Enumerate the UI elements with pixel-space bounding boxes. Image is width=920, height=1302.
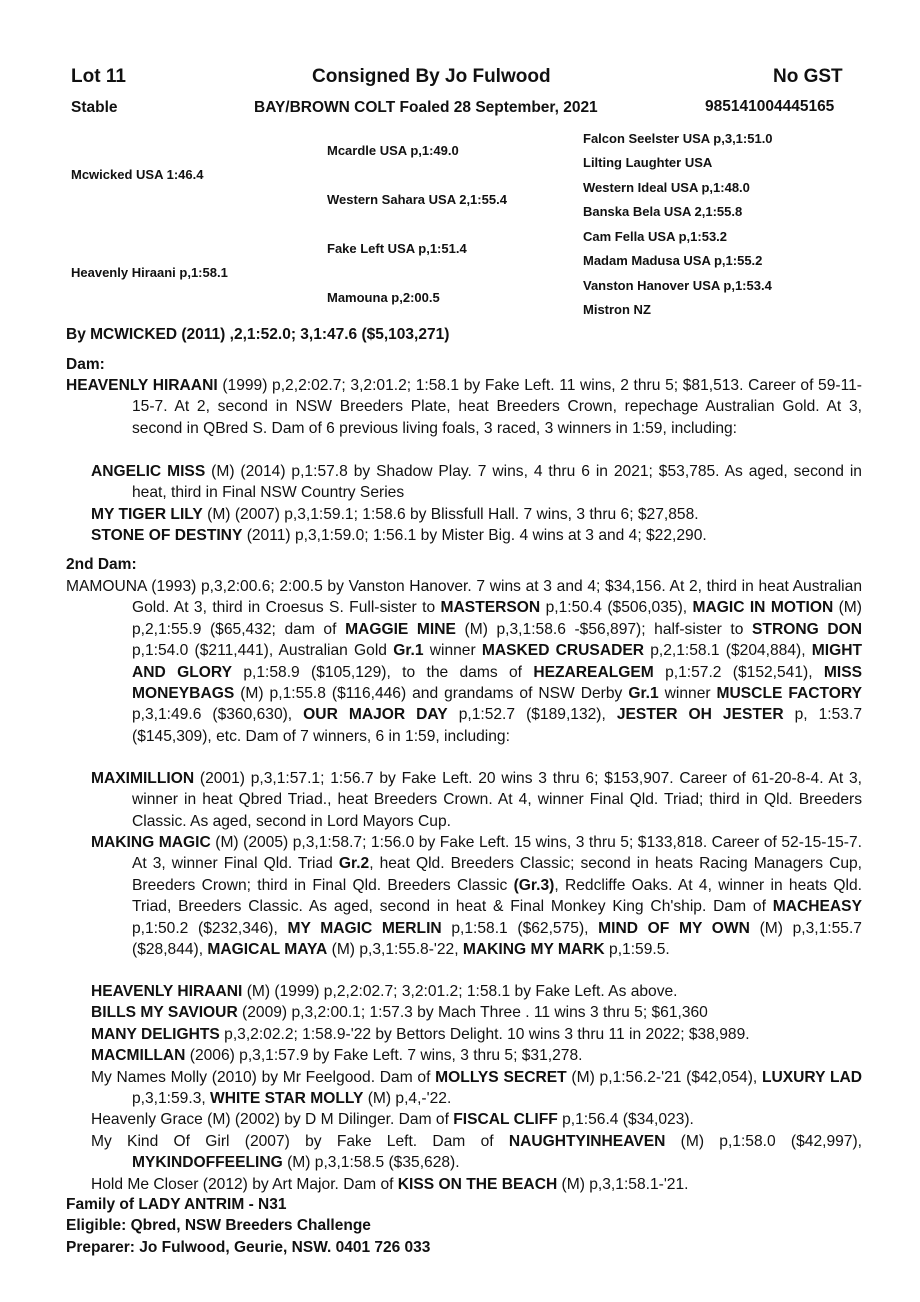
progeny-details: (2001) p,3,1:57.1; 1:56.7 by Fake Left. 20 wins 3 thru 6; $153,907. Career of 61-20-8-4. At 3, winner in heat Qbred Triad., heat Breeders Crown. At 4, winner Final Qld. Triad; third in Qld. Breeders Classic. As aged, second in Lord Mayors Cup.	[132, 770, 862, 830]
race-grade: Gr.1	[393, 642, 424, 660]
foal-entry	[91, 461, 862, 504]
text: , heat Qld. Breeders Classic; second in heats Racing Managers Cup, Breeders Crown; third in Final Qld. Breeders Classic	[132, 855, 863, 894]
relative-name: MIND OF MY OWN	[598, 919, 750, 937]
text: My Kind Of Girl (2007) by Fake Left. Dam of	[91, 1133, 509, 1150]
text: winner	[423, 642, 482, 660]
progeny-details: p,3,2:02.2; 1:58.9-'22 by Bettors Delight. 10 wins 3 thru 11 in 2022; $38,989.	[219, 1026, 750, 1043]
pedigree-dam-sire: Fake Left USA p,1:51.4	[327, 241, 467, 256]
consignor: Consigned By Jo Fulwood	[312, 66, 551, 87]
text: p,1:56.4 ($34,023).	[557, 1111, 694, 1128]
text: (M) p,3,1:58.1-'21.	[557, 1176, 689, 1193]
text: (M) p,3,1:58.5 ($35,628).	[282, 1154, 460, 1172]
progeny-entry	[91, 768, 862, 832]
progeny-name: MACMILLAN	[91, 1047, 186, 1064]
dam-heading: Dam:	[66, 356, 105, 373]
text: (M) p,1:55.8 ($116,446) and grandams of NSW Derby	[234, 685, 629, 703]
relative-name: MASKED CRUSADER	[481, 642, 645, 660]
text: My Names Molly (2010) by Mr Feelgood. Dam of	[91, 1069, 436, 1086]
relative-name: MOLLYS SECRET	[435, 1069, 567, 1086]
foal-name: MY TIGER LILY	[91, 506, 203, 523]
progeny-name: MANY DELIGHTS	[91, 1026, 220, 1043]
eligible-line	[66, 1217, 371, 1235]
text: (M) (2005) p,3,1:58.7; 1:56.0 by Fake Left. 15 wins, 3 thru 5; $133,818. Career of 52-15-15-7. At 3, winner Final Qld. Triad	[132, 834, 862, 873]
progeny-entry	[91, 1067, 862, 1110]
relative-name: FISCAL CLIFF	[453, 1111, 558, 1128]
relative-name: MACHEASY	[772, 898, 862, 916]
text: p,1:57.2 ($152,541),	[653, 663, 824, 681]
text: (M) p,3,1:55.8-'22,	[327, 941, 463, 959]
family-line: Family of LADY ANTRIM - N31	[66, 1196, 287, 1213]
race-grade: (Gr.3)	[513, 876, 555, 894]
foal-details: (M) (2007) p,3,1:59.1; 1:58.6 by Blissfull Hall. 7 wins, 3 thru 6; $27,858.	[207, 506, 699, 523]
pedigree-g1: Falcon Seelster USA p,3,1:51.0	[583, 131, 773, 146]
race-grade: Gr.1	[628, 685, 659, 703]
pedigree-g2: Lilting Laughter USA	[583, 155, 713, 170]
microchip-number: 985141004445165	[705, 98, 835, 115]
progeny-entry	[91, 1045, 862, 1066]
progeny-entry	[91, 1109, 862, 1130]
text: MAMOUNA (1993) p,3,2:00.6; 2:00.5 by Vanston Hanover. 7 wins at 3 and 4; $34,156. At 2, third in heat Australian Gold. At 3, third in Croesus S. Full-sister to	[66, 578, 862, 617]
progeny-entry	[91, 1002, 862, 1023]
text: (M) p,3,1:58.6 -$56,897); half-sister to	[455, 620, 753, 638]
text: p,1:59.5.	[604, 941, 670, 959]
progeny-details: (2009) p,3,2:00.1; 1:57.3 by Mach Three . 11 wins 3 thru 5; $61,360	[237, 1004, 708, 1021]
gst-status: No GST	[773, 66, 843, 87]
pedigree-g7: Vanston Hanover USA p,1:53.4	[583, 278, 772, 293]
text: Hold Me Closer (2012) by Art Major. Dam of	[91, 1176, 398, 1193]
progeny-entry	[91, 981, 862, 1002]
lot-number: Lot 11	[71, 66, 126, 87]
relative-name: MAGICAL MAYA	[207, 941, 328, 959]
horse-description: BAY/BROWN COLT Foaled 28 September, 2021	[254, 99, 598, 116]
pedigree-g3: Western Ideal USA p,1:48.0	[583, 180, 750, 195]
race-grade: Gr.2	[338, 855, 370, 873]
eligible-value: Qbred, NSW Breeders Challenge	[126, 1217, 371, 1234]
text: p,1:52.7 ($189,132),	[447, 706, 617, 724]
text: p,1:54.0 ($211,441), Australian Gold	[132, 642, 394, 660]
relative-name: KISS ON THE BEACH	[397, 1176, 558, 1193]
relative-name: MAGGIE MINE	[345, 620, 456, 638]
relative-name: MAGIC IN MOTION	[692, 599, 834, 617]
pedigree-dam-dam: Mamouna p,2:00.5	[327, 290, 440, 305]
eligible-label: Eligible:	[66, 1217, 127, 1234]
text: Heavenly Grace (M) (2002) by D M Dilinger. Dam of	[91, 1111, 454, 1128]
text: p,1:58.9 ($105,129), to the dams of	[232, 663, 534, 681]
pedigree-g6: Madam Madusa USA p,1:55.2	[583, 253, 763, 268]
relative-name: JESTER OH JESTER	[616, 706, 784, 724]
relative-name: MY MAGIC MERLIN	[287, 919, 442, 937]
relative-name: MIGHT AND GLORY	[132, 642, 863, 681]
pedigree-sire: Mcwicked USA 1:46.4	[71, 167, 204, 182]
relative-name: HEZAREALGEM	[533, 663, 654, 681]
pedigree-g4: Banska Bela USA 2,1:55.8	[583, 204, 743, 219]
text: , Redcliffe Oaks. At 4, winner in heats Qld. Triad, Breeders Classic. As aged, second in heat & Final Monkey King Ch'ship. Dam of	[132, 876, 862, 916]
foal-name: STONE OF DESTINY	[91, 527, 243, 544]
progeny-name: MAXIMILLION	[91, 770, 195, 787]
progeny-name: MAKING MAGIC	[91, 834, 211, 851]
foal-details: (2011) p,3,1:59.0; 1:56.1 by Mister Big. 4 wins at 3 and 4; $22,290.	[246, 527, 707, 544]
relative-name: MUSCLE FACTORY	[716, 685, 862, 703]
stable-label: Stable	[71, 99, 118, 116]
text: winner	[658, 685, 717, 703]
text: p,3,1:49.6 ($360,630),	[132, 706, 304, 724]
pedigree-sire-dam: Western Sahara USA 2,1:55.4	[327, 192, 507, 207]
dam-details: (1999) p,2,2:02.7; 3,2:01.2; 1:58.1 by Fake Left. 11 wins, 2 thru 5; $81,513. Career of 59-11-15-7. At 2, second in NSW Breeders Plate, heat Breeders Crown, repechage Australian Gold. At 3, second in QBred S. Dam of 6 previous living foals, 3 raced, 3 winners in 1:59, including:	[132, 377, 862, 437]
relative-name: LUXURY LAD	[761, 1069, 862, 1086]
dam-entry	[66, 375, 862, 439]
text: (M) p,1:56.2-'21 ($42,054),	[566, 1069, 762, 1086]
dam-name: HEAVENLY HIRAANI	[66, 377, 218, 394]
foal-details: (M) (2014) p,1:57.8 by Shadow Play. 7 wins, 4 thru 6 in 2021; $53,785. As aged, second in heat, third in Final NSW Country Series	[132, 463, 862, 502]
text: p,1:50.2 ($232,346),	[132, 919, 288, 937]
progeny-details: (M) (1999) p,2,2:02.7; 3,2:01.2; 1:58.1 by Fake Left. As above.	[242, 983, 678, 1000]
progeny-entry	[91, 1131, 862, 1174]
progeny-name: BILLS MY SAVIOUR	[91, 1004, 238, 1021]
relative-name: WHITE STAR MOLLY	[210, 1090, 364, 1108]
text: (M) p,1:58.0 ($42,997),	[665, 1133, 862, 1150]
text: (M) p,2,1:55.9 ($65,432; dam of	[132, 599, 862, 638]
progeny-entry	[91, 832, 862, 960]
pedigree-sire-sire: Mcardle USA p,1:49.0	[327, 143, 459, 158]
progeny-details: (2006) p,3,1:57.9 by Fake Left. 7 wins, 3 thru 5; $31,278.	[185, 1047, 583, 1064]
text: p,1:58.1 ($62,575),	[441, 919, 599, 937]
text: (M) p,3,1:55.7 ($28,844),	[132, 919, 862, 959]
relative-name: MASTERSON	[440, 599, 541, 617]
text: p,1:50.4 ($506,035),	[540, 599, 693, 617]
relative-name: OUR MAJOR DAY	[303, 706, 448, 724]
progeny-entry	[91, 1174, 862, 1195]
text: p,2,1:58.1 ($204,884),	[644, 642, 812, 660]
relative-name: MISS MONEYBAGS	[132, 663, 863, 703]
foal-name: ANGELIC MISS	[91, 463, 206, 480]
progeny-entry	[91, 1024, 862, 1045]
sire-summary: By MCWICKED (2011) ,2,1:52.0; 3,1:47.6 ($5,103,271)	[66, 326, 450, 343]
pedigree-g5: Cam Fella USA p,1:53.2	[583, 229, 728, 244]
preparer-line: Preparer: Jo Fulwood, Geurie, NSW. 0401 726 033	[66, 1239, 431, 1256]
second-dam-entry	[66, 576, 862, 747]
second-dam-heading: 2nd Dam:	[66, 556, 137, 573]
foal-entry	[91, 525, 862, 546]
progeny-name: HEAVENLY HIRAANI	[91, 983, 243, 1000]
text: (M) p,4,-'22.	[363, 1090, 452, 1108]
relative-name: MAKING MY MARK	[462, 941, 605, 959]
relative-name: MYKINDOFFEELING	[132, 1154, 283, 1172]
relative-name: STRONG DON	[752, 620, 862, 638]
foal-entry	[91, 504, 862, 525]
relative-name: NAUGHTYINHEAVEN	[508, 1133, 666, 1150]
pedigree-dam: Heavenly Hiraani p,1:58.1	[71, 265, 228, 280]
pedigree-g8: Mistron NZ	[583, 302, 651, 317]
text: p, 1:53.7 ($145,309), etc. Dam of 7 winners, 6 in 1:59, including:	[132, 706, 862, 745]
text: p,3,1:59.3,	[132, 1090, 211, 1108]
